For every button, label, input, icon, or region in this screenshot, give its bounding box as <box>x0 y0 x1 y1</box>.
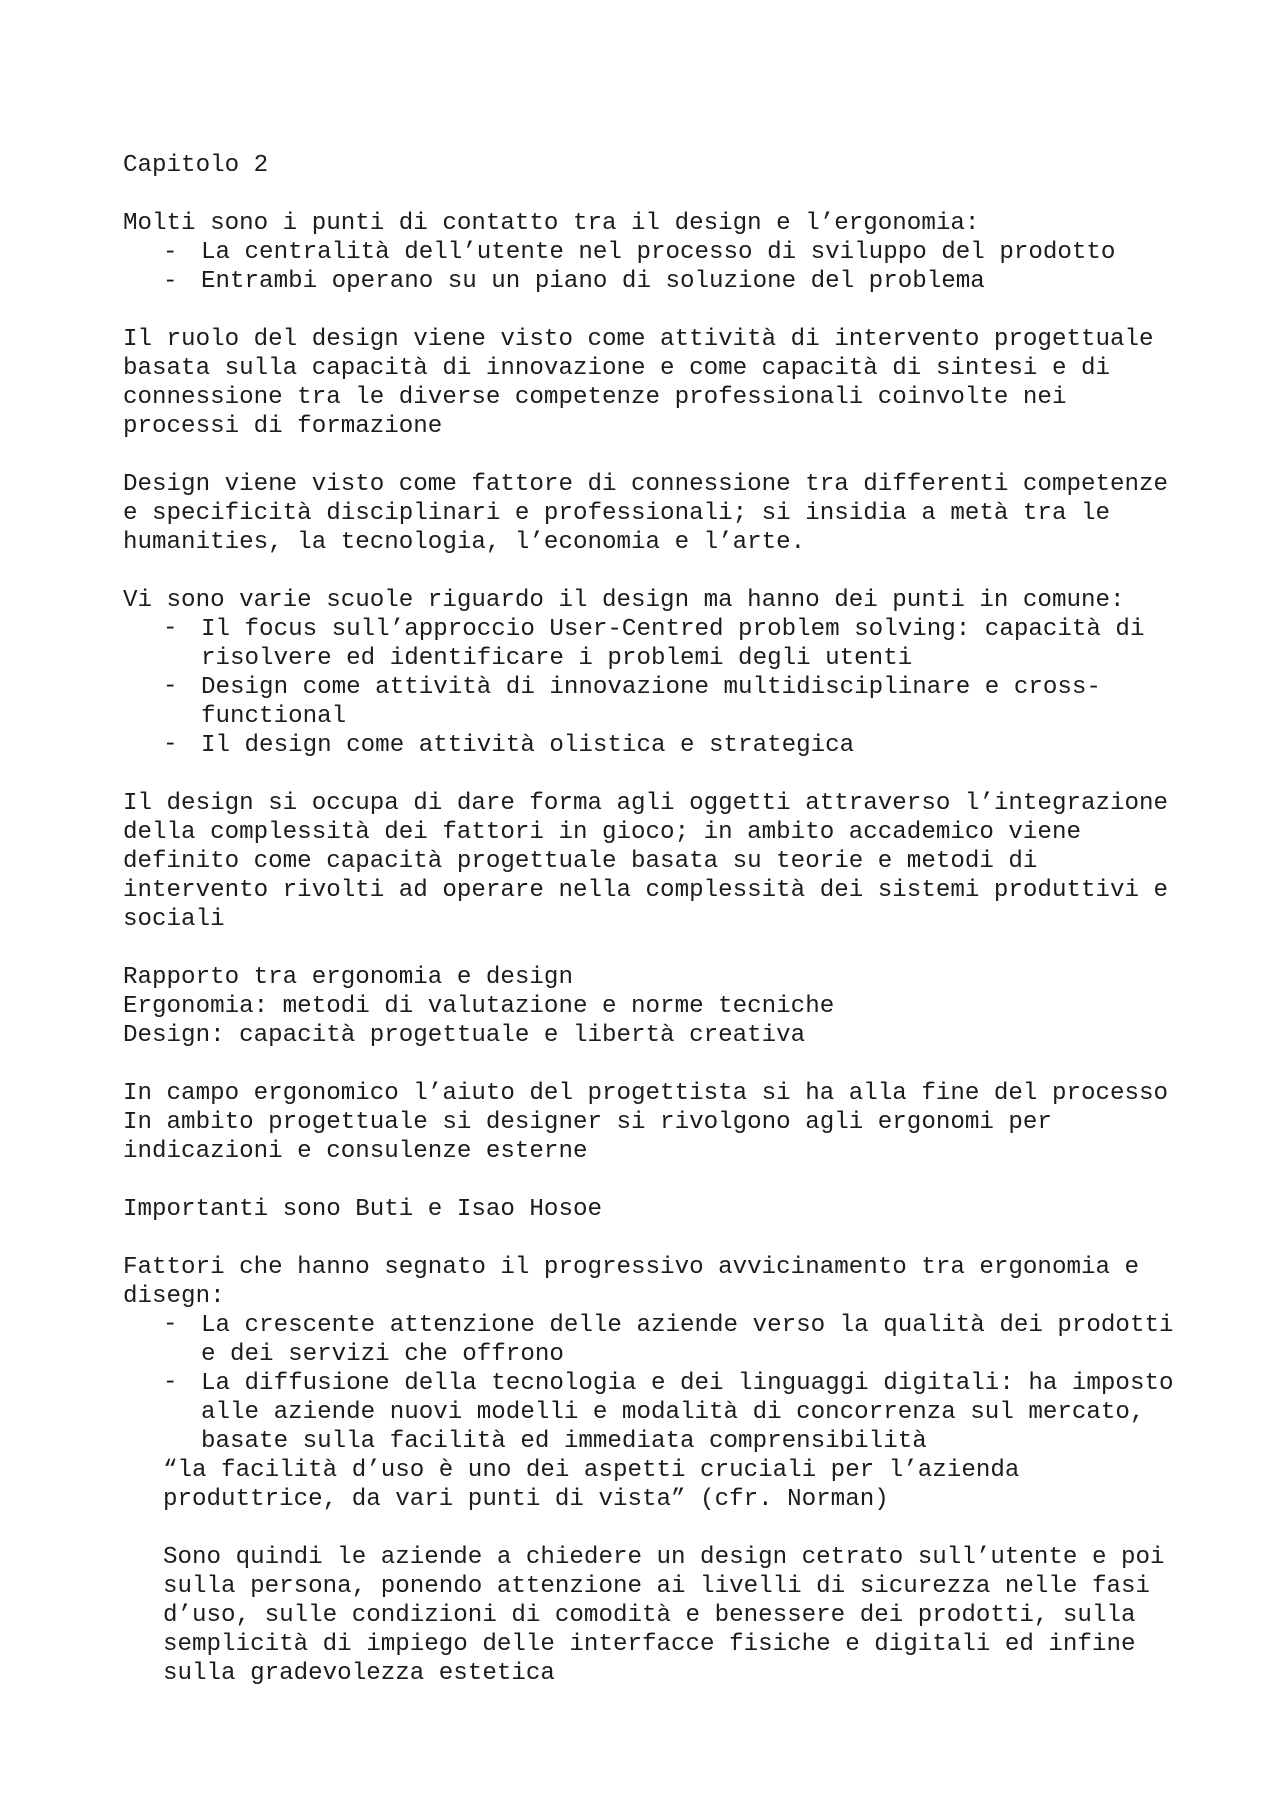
paragraph-line: humanities, la tecnologia, l’economia e l’arte. <box>123 529 806 556</box>
paragraph-line: e specificità disciplinari e professionali; si insidia a metà tra le <box>123 500 1111 527</box>
list-item: - Entrambi operano su un piano di soluzione del problema <box>163 268 985 295</box>
paragraph-line: In campo ergonomico l’aiuto del progettista si ha alla fine del processo <box>123 1080 1169 1107</box>
bullet-dash: - <box>163 1369 178 1396</box>
list-item: - Design come attività di innovazione multidisciplinare e cross- functional <box>163 673 1101 730</box>
paragraph-line: Molti sono i punti di contatto tra il design e l’ergonomia: <box>123 210 980 237</box>
paragraph-line: Il design si occupa di dare forma agli oggetti attraverso l’integrazione <box>123 790 1169 817</box>
section-factors <box>123 1253 1240 1514</box>
list-item: - Il focus sull’approccio User-Centred problem solving: capacità di risolvere ed identificare i problemi degli utenti <box>163 615 1145 672</box>
paragraph-line: indicazioni e consulenze esterne <box>123 1138 588 1165</box>
section-schools <box>123 586 1240 760</box>
section-design-form <box>123 789 1240 934</box>
paragraph-line: d’uso, sulle condizioni di comodità e benessere dei prodotti, sulla <box>163 1602 1136 1629</box>
bullet-dash: - <box>163 1311 178 1338</box>
bullet-dash: - <box>163 268 178 295</box>
list-item: - La crescente attenzione delle aziende verso la qualità dei prodotti e dei servizi che offrono <box>163 1311 1174 1368</box>
paragraph-line: basata sulla capacità di innovazione e come capacità di sintesi e di <box>123 355 1111 382</box>
paragraph-line: Vi sono varie scuole riguardo il design ma hanno dei punti in comune: <box>123 587 1125 614</box>
bullet-dash: - <box>163 615 178 642</box>
paragraph-line: Ergonomia: metodi di valutazione e norme tecniche <box>123 993 835 1020</box>
paragraph-line: Il ruolo del design viene visto come attività di intervento progettuale <box>123 326 1154 353</box>
chapter-heading <box>123 151 1240 180</box>
quote-line: produttrice, da vari punti di vista” (cfr. Norman) <box>163 1486 889 1513</box>
heading-text: Capitolo 2 <box>123 152 269 179</box>
quote-line: “la facilità d’uso è uno dei aspetti cruciali per l’azienda <box>163 1457 1020 1484</box>
paragraph-line: sociali <box>123 906 225 933</box>
list-item: - La diffusione della tecnologia e dei linguaggi digitali: ha imposto alle aziende nuovi modelli e modalità di concorrenza sul mercato, basate sulla facilità ed immediata comprensibilità <box>163 1369 1174 1455</box>
paragraph-line: sulla gradevolezza estetica <box>163 1660 555 1687</box>
bullet-dash: - <box>163 673 178 700</box>
paragraph-line: Design viene visto come fattore di connessione tra differenti competenze <box>123 471 1169 498</box>
paragraph-line: disegn: <box>123 1283 225 1310</box>
section-companies <box>123 1543 1240 1688</box>
section-contact-points <box>123 209 1240 296</box>
section-relationship <box>123 963 1240 1050</box>
paragraph-line: Fattori che hanno segnato il progressivo avvicinamento tra ergonomia e <box>123 1254 1140 1281</box>
paragraph-line: processi di formazione <box>123 413 443 440</box>
paragraph-line: Importanti sono Buti e Isao Hosoe <box>123 1196 602 1223</box>
paragraph-line: connessione tra le diverse competenze professionali coinvolte nei <box>123 384 1067 411</box>
bullet-dash: - <box>163 731 178 758</box>
paragraph-line: semplicità di impiego delle interfacce fisiche e digitali ed infine <box>163 1631 1136 1658</box>
list-item: - La centralità dell’utente nel processo di sviluppo del prodotto <box>163 239 1116 266</box>
paragraph-line: sulla persona, ponendo attenzione ai livelli di sicurezza nelle fasi <box>163 1573 1151 1600</box>
paragraph-line: Design: capacità progettuale e libertà creativa <box>123 1022 806 1049</box>
paragraph-line: In ambito progettuale si designer si rivolgono agli ergonomi per <box>123 1109 1052 1136</box>
paragraph-line: definito come capacità progettuale basata su teorie e metodi di <box>123 848 1038 875</box>
bullet-dash: - <box>163 239 178 266</box>
paragraph-line: della complessità dei fattori in gioco; in ambito accademico viene <box>123 819 1081 846</box>
list-item: - Il design come attività olistica e strategica <box>163 731 855 759</box>
section-design-role <box>123 325 1240 441</box>
section-ergonomic-field <box>123 1079 1240 1166</box>
section-important-names <box>123 1195 1240 1224</box>
paragraph-line: Rapporto tra ergonomia e design <box>123 964 573 991</box>
paragraph-line: intervento rivolti ad operare nella complessità dei sistemi produttivi e <box>123 877 1169 904</box>
paragraph-line: Sono quindi le aziende a chiedere un design cetrato sull’utente e poi <box>163 1544 1165 1571</box>
section-design-connection <box>123 470 1240 557</box>
